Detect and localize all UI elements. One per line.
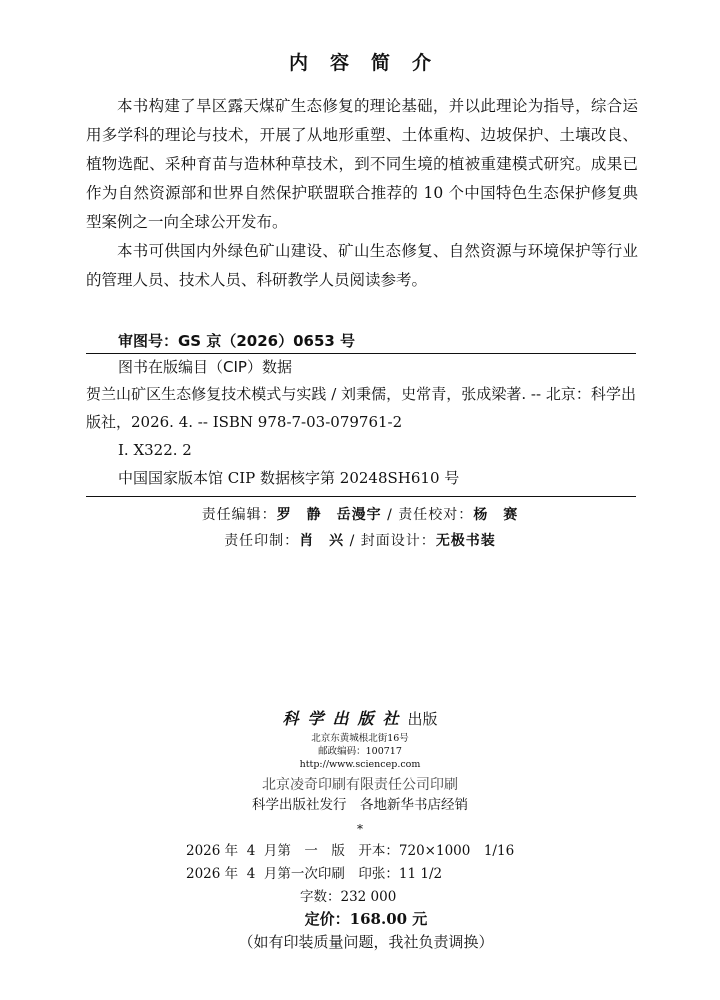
map-review-number: 审图号：GS 京（2026）0653 号: [118, 332, 356, 350]
credit-label: / 责任校对：: [381, 507, 474, 523]
separator-star: *: [357, 822, 363, 836]
credit-label: 责任印制：: [224, 533, 300, 549]
distribution-line: 科学出版社发行 各地新华书店经销: [252, 797, 468, 813]
editor-credits-line: [0, 502, 720, 528]
cip-heading: 图书在版编目（CIP）数据: [118, 358, 292, 376]
editor-credits-line: [0, 528, 720, 554]
credit-label: 责任编辑：: [201, 507, 277, 523]
publisher-website: http://www.sciencep.com: [299, 759, 421, 770]
publisher-address: 北京东黄城根北街16号: [311, 733, 409, 744]
summary-paragraph: 本书可供国内外绿色矿山建设、矿山生态修复、自然资源与环境保护等行业的管理人员、技术人员、科研教学人员阅读参考。: [86, 242, 638, 289]
credit-names: 无极书装: [435, 533, 496, 549]
editor-credits: [0, 502, 720, 554]
publisher-line: [0, 706, 720, 732]
credit-names: 罗 静 岳漫宇: [276, 507, 382, 523]
word-count: 字数：232 000: [300, 889, 397, 905]
publisher-postcode: 邮政编码：100717: [318, 746, 402, 757]
imprint-block: [0, 706, 720, 837]
credit-label: / 封面设计：: [344, 533, 436, 549]
cip-bottom-rule: [86, 496, 636, 497]
summary-title: 内容简介: [288, 52, 453, 74]
publisher-suffix: 出版: [407, 710, 438, 728]
cip-entry: [86, 380, 636, 492]
edition-line: 2026 年 4 月第 一 版 开本：720×1000 1/16: [186, 843, 515, 859]
cip-block: [86, 330, 636, 497]
quality-notice: （如有印装质量问题，我社负责调换）: [238, 933, 494, 951]
summary-body: [86, 92, 638, 295]
edition-specs: [186, 840, 514, 886]
publisher-logo: 科学出版社: [282, 709, 408, 728]
printing-line: 2026 年 4 月第一次印刷 印张：11 1/2: [186, 866, 443, 882]
price: 定价：168.00 元: [304, 910, 428, 928]
cip-classification: Ⅰ. X322. 2: [118, 441, 192, 459]
summary-paragraph: 本书构建了旱区露天煤矿生态修复的理论基础，并以此理论为指导，综合运用多学科的理论与技术，开展了从地形重塑、土体重构、边坡保护、土壤改良、植物选配、采种育苗与造林种草技术，到不同生境的植被重建模式研究。成果已作为自然资源部和世界自然保护联盟联合推荐的 10 个中国特色生态保护修复典型案例之一向全球公开发布。: [86, 97, 638, 231]
credit-names: 肖 兴: [299, 533, 345, 549]
credit-names: 杨 赛: [473, 507, 519, 523]
printer-line: 北京凌奇印刷有限责任公司印刷: [262, 777, 458, 793]
cip-bibliographic-entry: 贺兰山矿区生态修复技术模式与实践 / 刘秉儒，史常青，张成梁著. -- 北京：科学出版社，2026. 4. -- ISBN 978-7-03-079761-2: [86, 385, 636, 431]
cip-library-number: 中国国家版本馆 CIP 数据核字第 20248SH610 号: [118, 469, 460, 487]
